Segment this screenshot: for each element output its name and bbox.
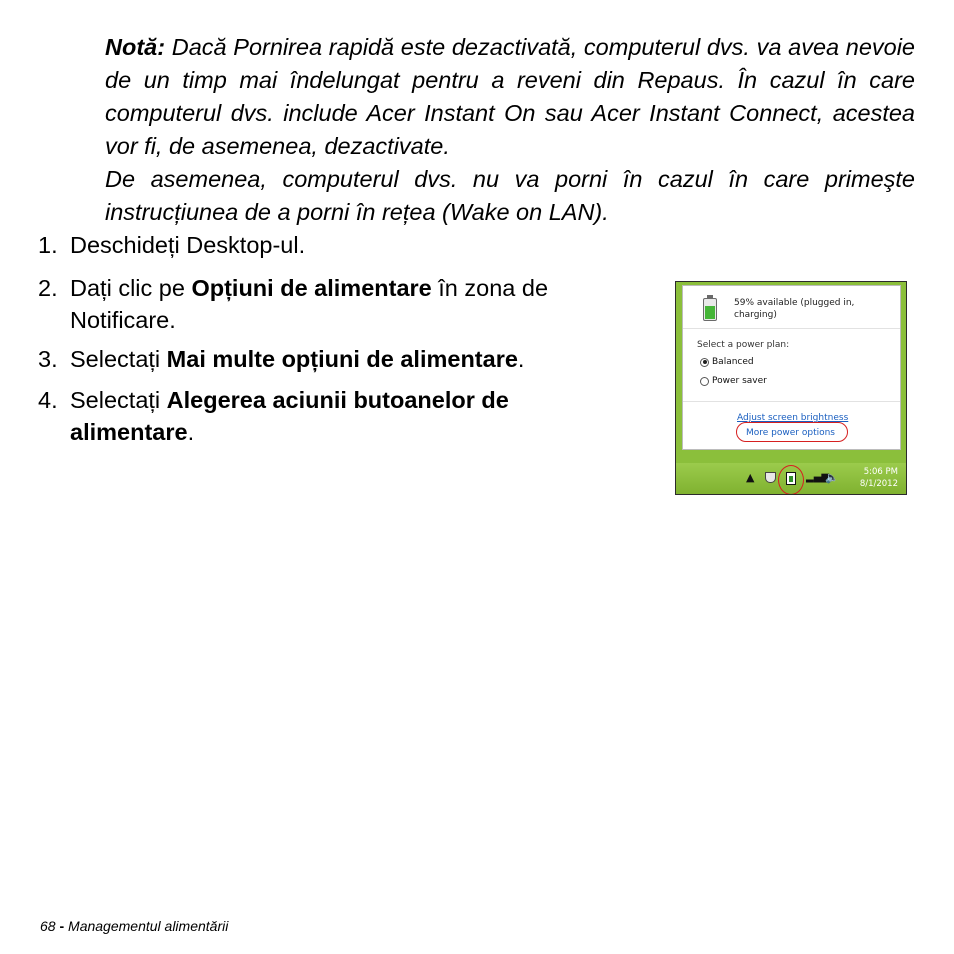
plan-option-balanced[interactable] (700, 357, 754, 367)
step-2 (38, 272, 628, 336)
plan-option-power-saver[interactable] (700, 376, 767, 386)
section-title: Managementul alimentării (68, 918, 229, 934)
note-paragraph-1 (105, 31, 915, 163)
radio-selected-icon[interactable] (700, 358, 709, 367)
plan-label: Select a power plan: (697, 340, 790, 350)
divider (683, 328, 900, 329)
step-text-post: . (517, 346, 525, 372)
radio-unselected-icon[interactable] (700, 377, 709, 386)
note-text-1: Dacă Pornirea rapidă este dezactivată, computerul dvs. va avea nevoie de un timp mai îndelungat pentru a reveni din Repaus. În cazul în care computerul dvs. include Acer Instant On sau Acer Instant Connect, acestea vor fi, de asemenea, dezactivate. (105, 34, 915, 159)
plan-option-label: Balanced (712, 357, 754, 367)
chevron-up-icon[interactable]: ▲ (746, 471, 755, 484)
step-number: 3. (38, 346, 58, 372)
step-text-pre: Dați clic pe (70, 275, 192, 301)
page-number: 68 (40, 918, 56, 934)
battery-status: 59% available (plugged in, charging) (734, 298, 855, 320)
step-text-pre: Selectați (70, 346, 167, 372)
battery-icon (703, 298, 717, 321)
power-popup (682, 285, 901, 450)
step-number: 2. (38, 275, 58, 301)
divider (683, 401, 900, 402)
step-text-bold: Mai multe opțiuni de alimentare (166, 346, 518, 372)
step-text: Deschideți Desktop-ul. (70, 232, 306, 258)
shield-icon[interactable] (765, 472, 776, 483)
step-text-post: . (187, 419, 195, 445)
footer-separator: - (59, 918, 65, 934)
step-text-pre: Selectați (70, 387, 167, 413)
page-footer (40, 918, 228, 934)
step-4 (38, 384, 628, 448)
step-number: 1. (38, 232, 58, 258)
signal-icon[interactable]: ▂▄▆ (806, 472, 830, 483)
step-3 (38, 343, 628, 375)
clock-time: 5:06 PM (863, 467, 898, 477)
note-label: Notă: (105, 34, 166, 60)
highlight-circle (778, 465, 804, 495)
more-power-options-link[interactable]: More power options (746, 428, 835, 438)
plan-option-label: Power saver (712, 376, 767, 386)
adjust-brightness-link[interactable]: Adjust screen brightness (737, 413, 849, 423)
step-text-bold: Alegerea aciunii butoanelor de alimentare (70, 387, 509, 445)
step-1 (38, 229, 628, 261)
clock-date: 8/1/2012 (859, 479, 898, 489)
clock[interactable] (860, 466, 898, 490)
step-text-post: în zona de Notificare. (70, 275, 549, 333)
note-block (105, 31, 915, 229)
note-paragraph-2: De asemenea, computerul dvs. nu va porni în cazul în care primeşte instrucțiunea de a porni în rețea (Wake on LAN). (105, 166, 915, 225)
step-number: 4. (38, 387, 58, 413)
battery-fill (705, 306, 715, 319)
volume-icon[interactable]: 🔈 (825, 471, 839, 484)
highlight-oval (736, 422, 848, 442)
step-text-bold: Opțiuni de alimentare (191, 275, 432, 301)
steps-list (38, 229, 628, 448)
power-menu-screenshot (675, 281, 907, 495)
